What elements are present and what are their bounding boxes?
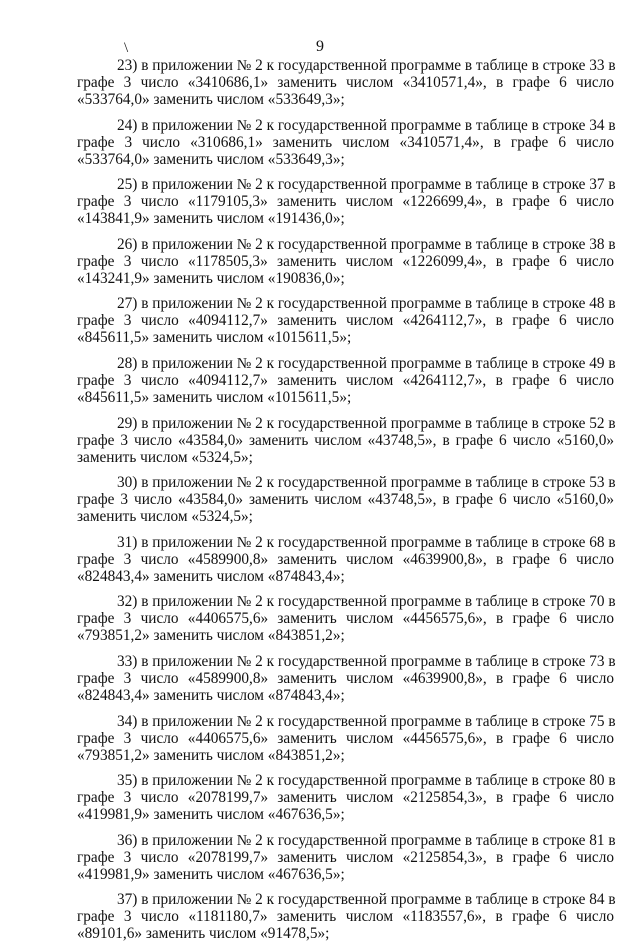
amendment-line: графе 3 число «2078199,7» заменить числом «2125854,3», в графе 6 число [77,789,614,807]
amendment-line: 28) в приложении № 2 к государственной программе в таблице в строке 49 в [117,354,616,372]
amendment-line: заменить числом «5324,5»; [77,508,253,526]
amendment-line: графе 3 число «1178505,3» заменить числом «1226099,4», в графе 6 число [77,252,614,270]
amendment-line: 34) в приложении № 2 к государственной программе в таблице в строке 75 в [117,712,616,730]
amendment-line: 24) в приложении № 2 к государственной программе в таблице в строке 34 в [117,116,616,134]
amendment-item [77,117,614,168]
amendment-line: «793851,2» заменить числом «843851,2»; [77,746,345,764]
amendment-line: «793851,2» заменить числом «843851,2»; [77,627,345,645]
amendment-line: 37) в приложении № 2 к государственной программе в таблице в строке 84 в [117,891,616,909]
amendment-line: 31) в приложении № 2 к государственной программе в таблице в строке 68 в [117,533,616,551]
amendment-line: «824843,4» заменить числом «874843,4»; [77,686,345,704]
amendment-item [77,236,614,287]
amendment-line: графе 3 число «310686,1» заменить числом «3410571,4», в графе 6 число [77,133,614,151]
amendment-line: «533764,0» заменить числом «533649,3»; [77,150,345,168]
amendment-line: 29) в приложении № 2 к государственной программе в таблице в строке 52 в [117,414,616,432]
amendment-item [77,653,614,704]
amendment-item [77,891,614,942]
amendment-item [77,713,614,764]
amendment-line: 35) в приложении № 2 к государственной программе в таблице в строке 80 в [117,772,616,790]
amendment-item [77,176,614,227]
amendment-line: графе 3 число «3410686,1» заменить числом «3410571,4», в графе 6 число [77,74,614,91]
amendment-line: «824843,4» заменить числом «874843,4»; [77,567,345,585]
amendment-line: 23) в приложении № 2 к государственной программе в таблице в строке 33 в [117,57,616,74]
amendment-item [77,57,614,108]
amendment-line: «143241,9» заменить числом «190836,0»; [77,269,345,287]
amendment-item [77,772,614,823]
amendment-line: «845611,5» заменить числом «1015611,5»; [77,329,352,347]
amendment-line: графе 3 число «4406575,6» заменить числом «4456575,6», в графе 6 число [77,729,614,747]
amendment-line: 36) в приложении № 2 к государственной программе в таблице в строке 81 в [117,831,616,849]
amendment-line: «419981,9» заменить числом «467636,5»; [77,806,345,824]
amendment-line: графе 3 число «4094112,7» заменить числом «4264112,7», в графе 6 число [77,371,614,389]
amendment-line: графе 3 число «1181180,7» заменить числом «1183557,6», в графе 6 число [77,908,614,926]
amendment-item [77,355,614,406]
amendment-line: 30) в приложении № 2 к государственной программе в таблице в строке 53 в [117,474,616,492]
amendment-item [77,474,614,525]
amendment-line: 32) в приложении № 2 к государственной программе в таблице в строке 70 в [117,593,616,611]
amendment-line: 27) в приложении № 2 к государственной программе в таблице в строке 48 в [117,295,616,313]
amendment-line: «89101,6» заменить числом «91478,5»; [77,925,330,943]
amendment-line: графе 3 число «4589900,8» заменить числом «4639900,8», в графе 6 число [77,669,614,687]
amendment-line: графе 3 число «2078199,7» заменить числом «2125854,3», в графе 6 число [77,848,614,866]
amendment-line: 25) в приложении № 2 к государственной программе в таблице в строке 37 в [117,176,616,194]
amendment-line: «845611,5» заменить числом «1015611,5»; [77,388,352,406]
amendment-line: графе 3 число «1179105,3» заменить числом «1226699,4», в графе 6 число [77,193,614,211]
page-number: 9 [316,38,324,55]
amendment-line: графе 3 число «4406575,6» заменить числом «4456575,6», в графе 6 число [77,610,614,628]
amendment-item [77,593,614,644]
corner-mark: \ [124,40,129,56]
amendment-line: 33) в приложении № 2 к государственной программе в таблице в строке 73 в [117,652,616,670]
amendment-item [77,295,614,346]
amendment-line: «143841,9» заменить числом «191436,0»; [77,210,345,228]
amendment-line: графе 3 число «43584,0» заменить числом «43748,5», в графе 6 число «5160,0» [77,431,614,449]
amendment-line: заменить числом «5324,5»; [77,448,253,466]
amendment-line: графе 3 число «4589900,8» заменить числом «4639900,8», в графе 6 число [77,550,614,568]
amendment-line: «419981,9» заменить числом «467636,5»; [77,865,345,883]
amendment-line: графе 3 число «4094112,7» заменить числом «4264112,7», в графе 6 число [77,312,614,330]
amendment-item [77,832,614,883]
amendment-line: графе 3 число «43584,0» заменить числом «43748,5», в графе 6 число «5160,0» [77,491,614,509]
amendment-item [77,534,614,585]
amendment-line: «533764,0» заменить числом «533649,3»; [77,91,345,108]
amendment-line: 26) в приложении № 2 к государственной программе в таблице в строке 38 в [117,235,616,253]
amendment-item [77,415,614,466]
amendment-list [77,57,614,951]
